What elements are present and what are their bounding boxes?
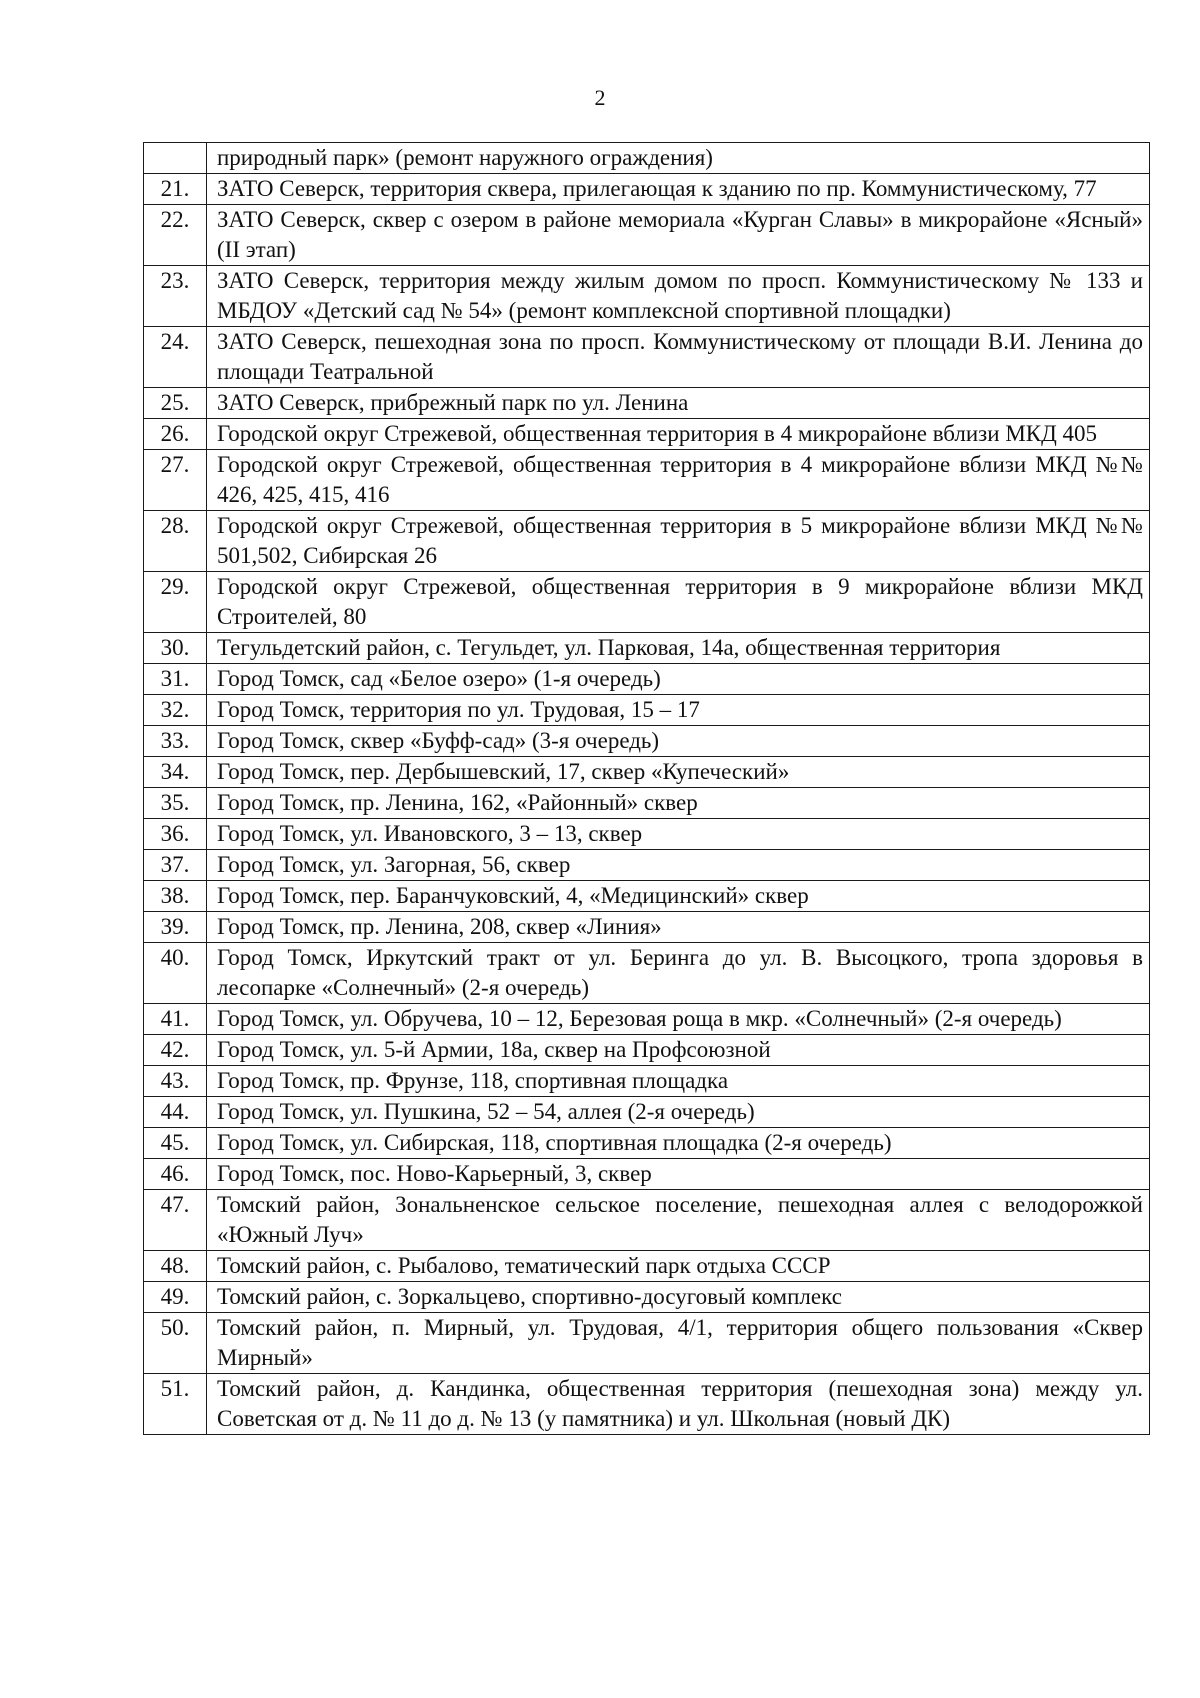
- row-number: 33.: [144, 726, 207, 757]
- row-number: 47.: [144, 1190, 207, 1251]
- row-text: Томский район, Зональненское сельское поселение, пешеходная аллея с велодорожкой «Южный Луч»: [207, 1190, 1150, 1251]
- row-text: ЗАТО Северск, территория между жилым домом по просп. Коммунистическому № 133 и МБДОУ «Детский сад № 54» (ремонт комплексной спортивной площадки): [207, 266, 1150, 327]
- row-number: 36.: [144, 819, 207, 850]
- table-row: [144, 1374, 1150, 1435]
- table-row: [144, 633, 1150, 664]
- row-text: Город Томск, сквер «Буфф-сад» (3-я очередь): [207, 726, 1150, 757]
- table-row: [144, 1066, 1150, 1097]
- table-row: [144, 819, 1150, 850]
- table-row: [144, 788, 1150, 819]
- table-row: [144, 1004, 1150, 1035]
- row-text: Городской округ Стрежевой, общественная территория в 4 микрорайоне вблизи МКД 405: [207, 419, 1150, 450]
- row-number: 34.: [144, 757, 207, 788]
- row-number: 27.: [144, 450, 207, 511]
- table-row: [144, 664, 1150, 695]
- row-number: 24.: [144, 327, 207, 388]
- table-row: [144, 1251, 1150, 1282]
- row-number: 38.: [144, 881, 207, 912]
- table-row: [144, 1035, 1150, 1066]
- row-text: Город Томск, территория по ул. Трудовая, 15 – 17: [207, 695, 1150, 726]
- row-number: 48.: [144, 1251, 207, 1282]
- table-row: [144, 388, 1150, 419]
- table-row: [144, 943, 1150, 1004]
- row-number: 25.: [144, 388, 207, 419]
- row-text: Город Томск, сад «Белое озеро» (1-я очередь): [207, 664, 1150, 695]
- table-row: [144, 327, 1150, 388]
- table-body: [144, 143, 1150, 1435]
- row-text: Город Томск, пр. Ленина, 162, «Районный» сквер: [207, 788, 1150, 819]
- page-number: 2: [594, 85, 606, 110]
- table-row: [144, 205, 1150, 266]
- row-number: 40.: [144, 943, 207, 1004]
- row-number: 35.: [144, 788, 207, 819]
- row-text: Город Томск, ул. Ивановского, 3 – 13, сквер: [207, 819, 1150, 850]
- row-text: ЗАТО Северск, пешеходная зона по просп. Коммунистическому от площади В.И. Ленина до площади Театральной: [207, 327, 1150, 388]
- row-number: 39.: [144, 912, 207, 943]
- row-number: 23.: [144, 266, 207, 327]
- row-text: ЗАТО Северск, территория сквера, прилегающая к зданию по пр. Коммунистическому, 77: [207, 174, 1150, 205]
- row-text: природный парк» (ремонт наружного ограждения): [207, 143, 1150, 174]
- row-text: Тегульдетский район, с. Тегульдет, ул. Парковая, 14а, общественная территория: [207, 633, 1150, 664]
- row-number: 32.: [144, 695, 207, 726]
- table-row: [144, 511, 1150, 572]
- row-number: 21.: [144, 174, 207, 205]
- row-text: Город Томск, пос. Ново-Карьерный, 3, сквер: [207, 1159, 1150, 1190]
- row-number: 28.: [144, 511, 207, 572]
- row-text: Томский район, п. Мирный, ул. Трудовая, 4/1, территория общего пользования «Сквер Мирный»: [207, 1313, 1150, 1374]
- row-text: Городской округ Стрежевой, общественная территория в 9 микрорайоне вблизи МКД Строителей, 80: [207, 572, 1150, 633]
- row-number: 41.: [144, 1004, 207, 1035]
- table-row: [144, 266, 1150, 327]
- row-text: Город Томск, ул. Загорная, 56, сквер: [207, 850, 1150, 881]
- row-text: Город Томск, пр. Фрунзе, 118, спортивная площадка: [207, 1066, 1150, 1097]
- territories-table: [143, 142, 1150, 1435]
- table-row: [144, 726, 1150, 757]
- table-row: [144, 174, 1150, 205]
- row-number: 22.: [144, 205, 207, 266]
- row-text: Город Томск, ул. Сибирская, 118, спортивная площадка (2-я очередь): [207, 1128, 1150, 1159]
- table-row: [144, 881, 1150, 912]
- row-text: Город Томск, пер. Баранчуковский, 4, «Медицинский» сквер: [207, 881, 1150, 912]
- table-row: [144, 850, 1150, 881]
- row-number: 26.: [144, 419, 207, 450]
- table-row: [144, 1190, 1150, 1251]
- row-number: 37.: [144, 850, 207, 881]
- table-row: [144, 572, 1150, 633]
- row-text: Городской округ Стрежевой, общественная территория в 4 микрорайоне вблизи МКД №№ 426, 425, 415, 416: [207, 450, 1150, 511]
- table-row: [144, 1159, 1150, 1190]
- row-text: Томский район, с. Рыбалово, тематический парк отдыха СССР: [207, 1251, 1150, 1282]
- row-text: Город Томск, ул. Пушкина, 52 – 54, аллея (2-я очередь): [207, 1097, 1150, 1128]
- row-text: Город Томск, ул. Обручева, 10 – 12, Березовая роща в мкр. «Солнечный» (2-я очередь): [207, 1004, 1150, 1035]
- row-text: Город Томск, пер. Дербышевский, 17, сквер «Купеческий»: [207, 757, 1150, 788]
- row-number: [144, 143, 207, 174]
- row-text: Город Томск, пр. Ленина, 208, сквер «Линия»: [207, 912, 1150, 943]
- row-text: Томский район, с. Зоркальцево, спортивно-досуговый комплекс: [207, 1282, 1150, 1313]
- row-number: 29.: [144, 572, 207, 633]
- table-row: [144, 912, 1150, 943]
- table-row: [144, 1313, 1150, 1374]
- row-number: 44.: [144, 1097, 207, 1128]
- table-row: [144, 695, 1150, 726]
- row-number: 50.: [144, 1313, 207, 1374]
- table-row: [144, 450, 1150, 511]
- table-row: [144, 419, 1150, 450]
- row-number: 42.: [144, 1035, 207, 1066]
- row-text: Томский район, д. Кандинка, общественная территория (пешеходная зона) между ул. Советская от д. № 11 до д. № 13 (у памятника) и ул. Школьная (новый ДК): [207, 1374, 1150, 1435]
- row-number: 49.: [144, 1282, 207, 1313]
- table-row: [144, 1282, 1150, 1313]
- row-number: 51.: [144, 1374, 207, 1435]
- row-number: 30.: [144, 633, 207, 664]
- table-row: [144, 143, 1150, 174]
- table-row: [144, 1097, 1150, 1128]
- table-row: [144, 757, 1150, 788]
- row-text: ЗАТО Северск, сквер с озером в районе мемориала «Курган Славы» в микрорайоне «Ясный» (II этап): [207, 205, 1150, 266]
- table-row: [144, 1128, 1150, 1159]
- row-number: 45.: [144, 1128, 207, 1159]
- row-number: 43.: [144, 1066, 207, 1097]
- row-number: 46.: [144, 1159, 207, 1190]
- row-text: Город Томск, ул. 5-й Армии, 18а, сквер на Профсоюзной: [207, 1035, 1150, 1066]
- row-text: Городской округ Стрежевой, общественная территория в 5 микрорайоне вблизи МКД №№ 501,502, Сибирская 26: [207, 511, 1150, 572]
- row-text: ЗАТО Северск, прибрежный парк по ул. Ленина: [207, 388, 1150, 419]
- row-text: Город Томск, Иркутский тракт от ул. Беринга до ул. В. Высоцкого, тропа здоровья в лесопарке «Солнечный» (2-я очередь): [207, 943, 1150, 1004]
- row-number: 31.: [144, 664, 207, 695]
